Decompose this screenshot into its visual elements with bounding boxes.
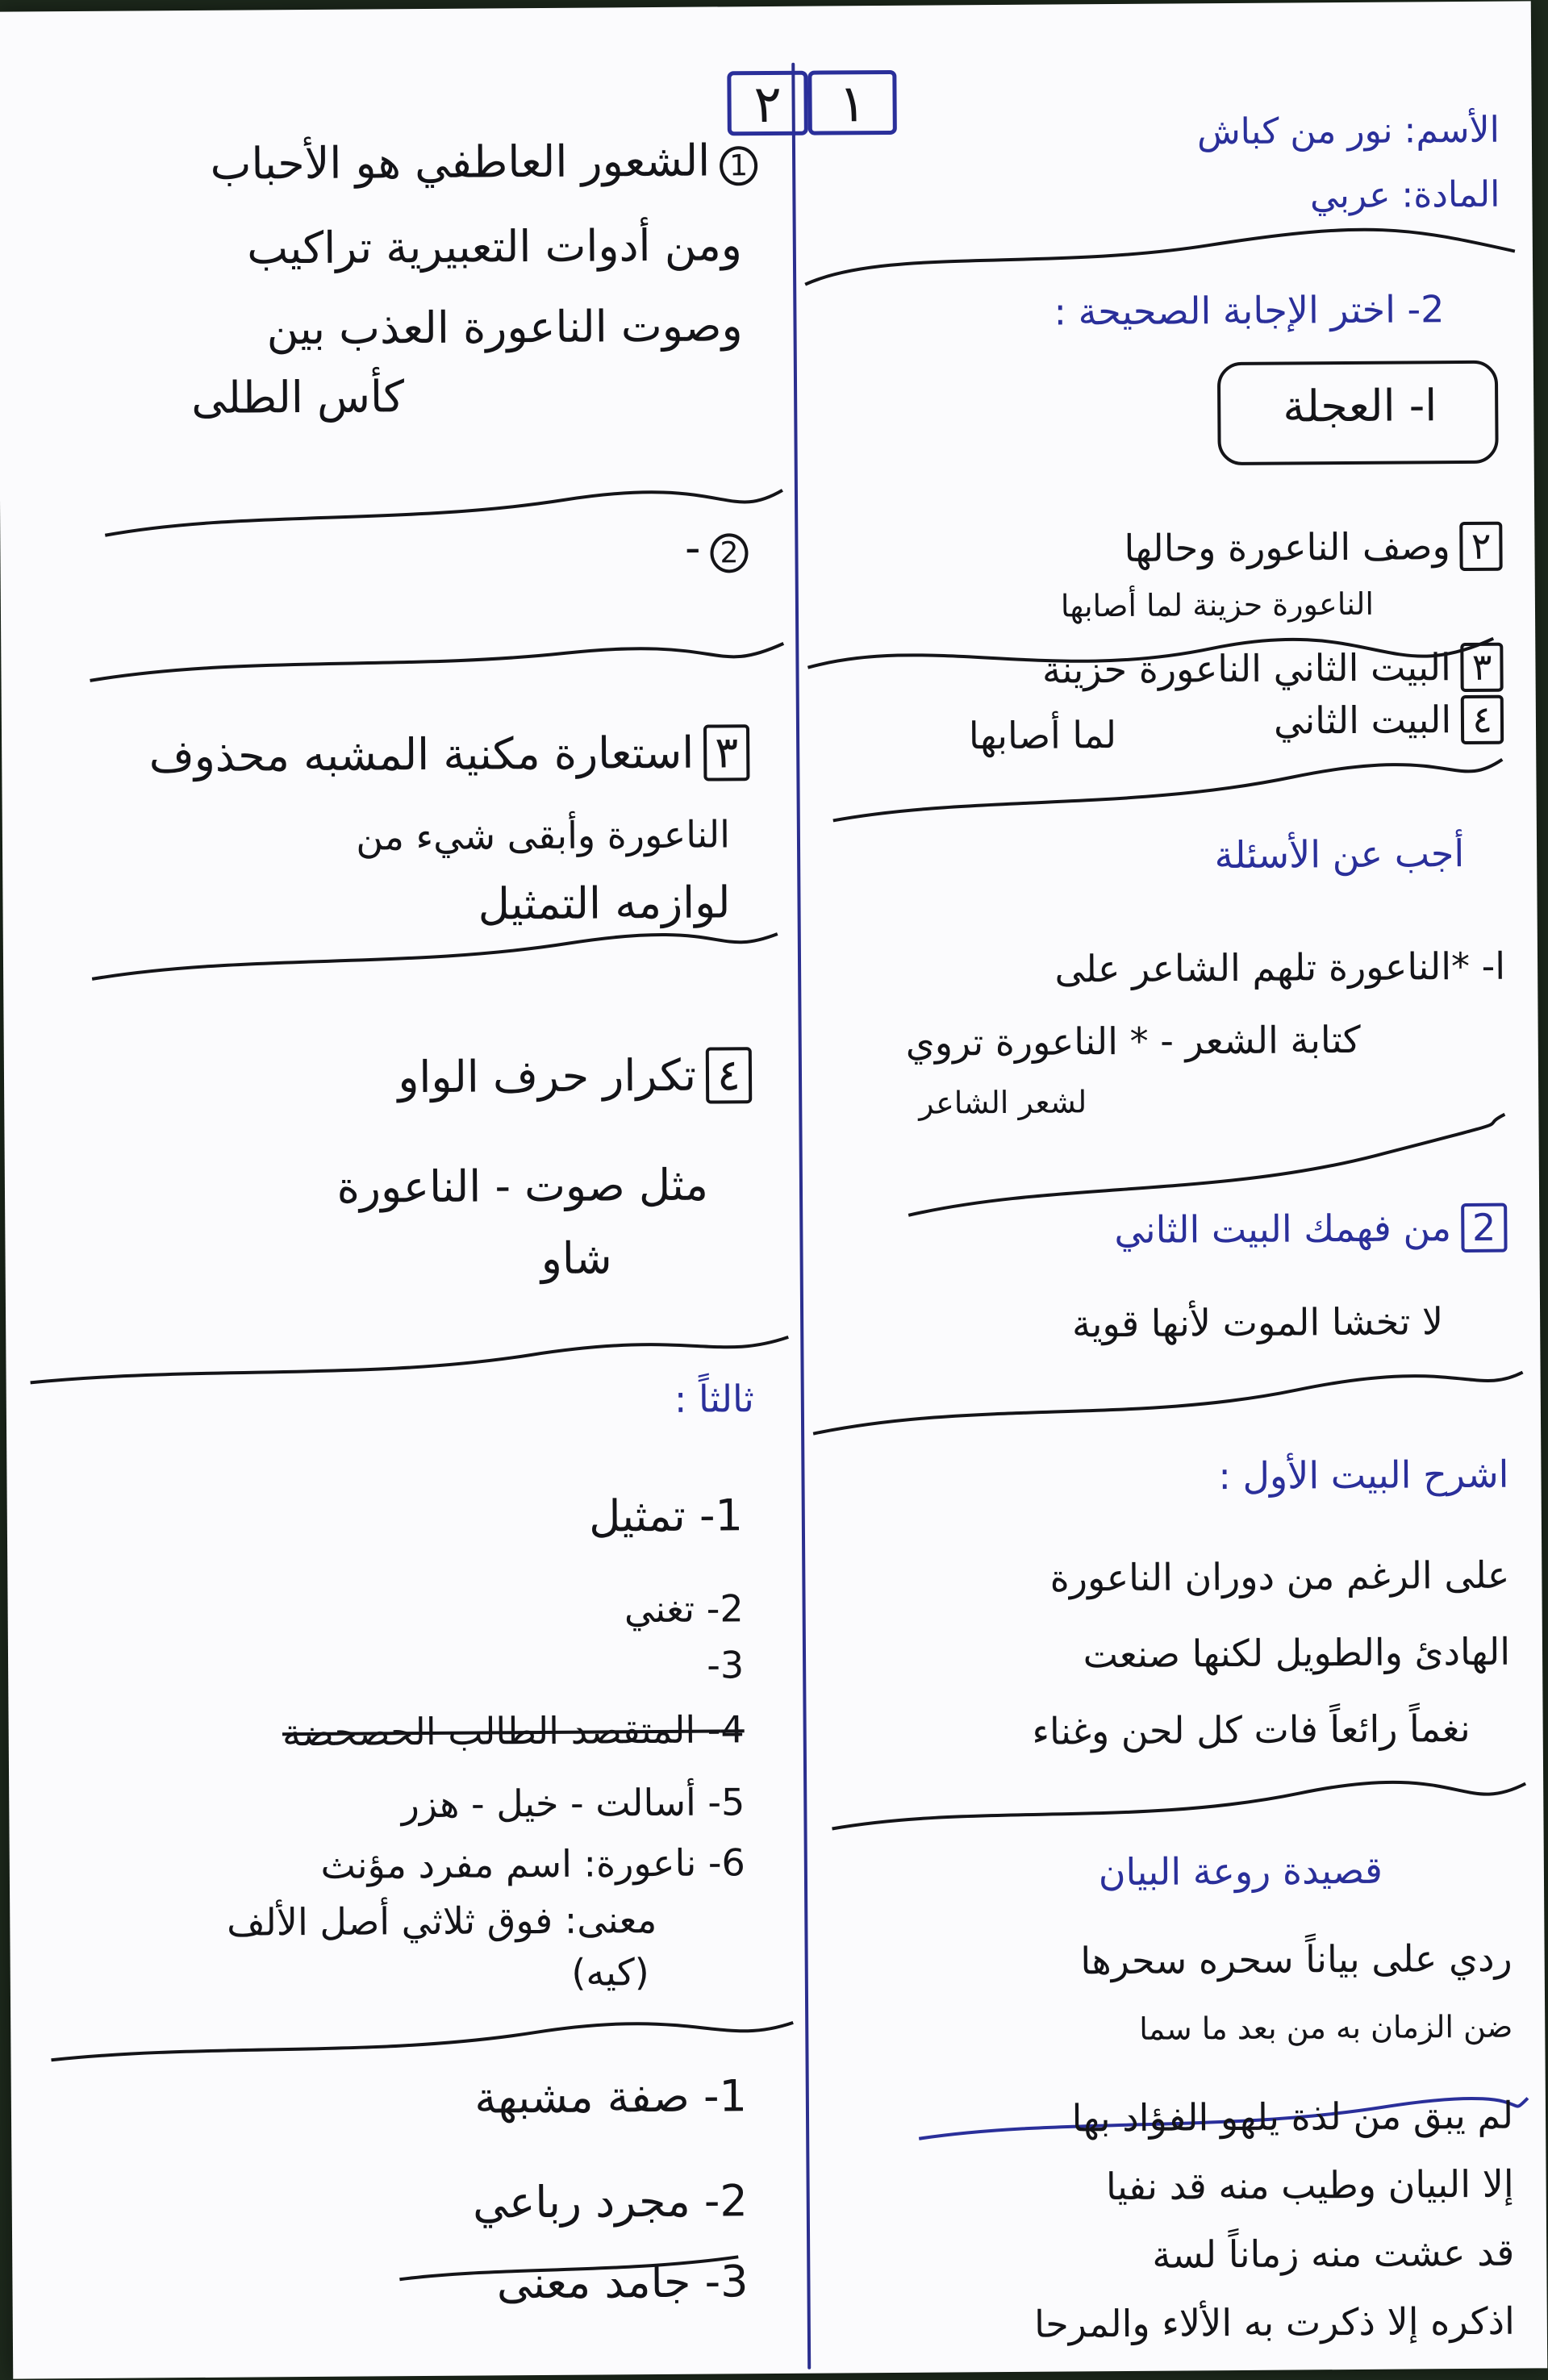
number-box-3: ٣ [1461, 643, 1504, 692]
circle-number-2: 2 [710, 533, 748, 573]
number-box-l3: ٣ [703, 724, 750, 781]
left-answer-1-line1 [210, 135, 757, 190]
poem-line5: قد عشت منه زماناً لسة [1152, 2230, 1515, 2277]
poem-line2: ضن الزمان به من بعد ما سما [1139, 2008, 1513, 2047]
q-answer-2-title-text: من فهمك البيت الثاني [1114, 1206, 1452, 1253]
answer-2-text: وصف الناعورة وحالها [1124, 524, 1450, 570]
left-answer-3-line3: لوازمه التمثيل [478, 877, 731, 930]
number-box-2: ٢ [1460, 522, 1503, 571]
page-number-box-1 [807, 70, 897, 135]
left-answer-4-line3: شاو [540, 1232, 612, 1284]
third-item-4-text: 4- المتقصد الطالب الحصحضة [282, 1707, 745, 1755]
third-section-title: ثالثاً : [674, 1377, 754, 1421]
answer-1: ا- العجلة [1283, 380, 1437, 432]
q-answer-1-line1: ا- *الناعورة تلهم الشاعر على [1054, 944, 1506, 991]
explain-title: اشرح البيت الأول : [1218, 1452, 1509, 1498]
fourth-item-1: 1- صفة مشبهة [474, 2070, 748, 2124]
left-answer-1-line2: ومن أدوات التعبيرية تراكيب [247, 219, 743, 274]
explain-line3: نغماً رائعاً فات كل لحن وغناء [1032, 1706, 1471, 1753]
third-item-5: 5- أسالت - خيل - هزر [401, 1780, 745, 1827]
left-answer-1-line4: كأس الطلى [191, 371, 405, 424]
left-answer-3-line2: الناعورة وأبقى شيء من [356, 812, 731, 859]
third-item-2: 2- تغني [624, 1586, 744, 1632]
page-number: ١ [838, 74, 867, 135]
left-answer-4-line2: مثل صوت - الناعورة [336, 1159, 709, 1213]
poem-line3: لم يبق من لذة يلهو الفؤاد بها [1071, 2093, 1514, 2140]
left-answer-2 [685, 523, 749, 573]
explain-line2: الهادئ والطويل لكنها صنعت [1083, 1629, 1511, 1677]
q-answer-1-line3: لشعر الشاعر [918, 1084, 1087, 1121]
explain-line1: على الرغم من دوران الناعورة [1049, 1553, 1510, 1600]
third-item-6-line2: معنى: فوق ثلاثي أصل الألف [226, 1898, 657, 1944]
fourth-item-3: 3- جامد معنى [496, 2256, 749, 2309]
third-item-3: 3- [707, 1643, 745, 1687]
page-number: ٢ [753, 74, 782, 135]
poem-title: قصيدة روعة البيان [1098, 1848, 1383, 1894]
answer-3-text: البيت الثاني الناعورة حزينة [1041, 645, 1451, 692]
left-answer-1-line3: وصوت الناعورة العذب بين [266, 300, 743, 355]
left-answer-4-line1 [398, 1047, 752, 1106]
q-answer-2-text: لا تخشا الموت لأنها قوية [1071, 1299, 1444, 1346]
poem-line1: ردي على بياناً سحره سحرها [1080, 1936, 1513, 1983]
third-item-6: 6- ناعورة: اسم مفرد مؤنث [320, 1840, 746, 1887]
circle-number-1: 1 [720, 146, 757, 186]
number-box-q2: 2 [1461, 1203, 1508, 1253]
exam-answer-sheet [0, 1, 1547, 2378]
number-box-l4: ٤ [706, 1047, 753, 1103]
subject-line: المادة: عربي [1309, 173, 1500, 217]
poem-line6: اذكره إلا ذكرت به الألاء والمرحا [1034, 2299, 1515, 2346]
left-answer-2-mark: - [684, 522, 701, 573]
q-answer-2-title [1114, 1203, 1507, 1255]
q2-title: 2- اختر الإجابة الصحيحة : [1054, 287, 1445, 334]
left-answer-3-line1 [148, 724, 749, 785]
poem-line4: إلا البيان وطيب منه قد نفيا [1105, 2161, 1514, 2209]
left-answer-1-line1-text: الشعور العاطفي هو الأحباب [210, 135, 711, 190]
fourth-item-2: 2- مجرد رباعي [472, 2175, 748, 2228]
left-answer-3-line1-text: استعارة مكنية المشبه محذوف [148, 727, 695, 782]
student-name-line: الأسم: نور من كباش [1196, 109, 1500, 153]
left-answer-4-line1-text: تكرار حرف الواو [398, 1049, 697, 1103]
page-number-box-2 [727, 71, 808, 136]
third-item-6-line3: (كيه) [571, 1950, 649, 1994]
q-answer-1-line2: كتابة الشعر - * الناعورة تروي [905, 1017, 1361, 1065]
answer-3 [1042, 643, 1504, 695]
third-item-1: 1- تمثيل [588, 1490, 744, 1542]
third-item-4 [282, 1708, 745, 1754]
number-box-4: ٤ [1461, 695, 1504, 744]
answer-questions-title: أجب عن الأسئلة [1214, 831, 1465, 877]
answer-3-line2: لما أصابها [968, 713, 1117, 758]
answer-4-text: البيت الثاني [1273, 698, 1452, 743]
answer-4 [1274, 695, 1504, 746]
answer-2-line2: الناعورة حزينة لما أصابها [1060, 586, 1375, 624]
answer-2 [1124, 522, 1502, 573]
